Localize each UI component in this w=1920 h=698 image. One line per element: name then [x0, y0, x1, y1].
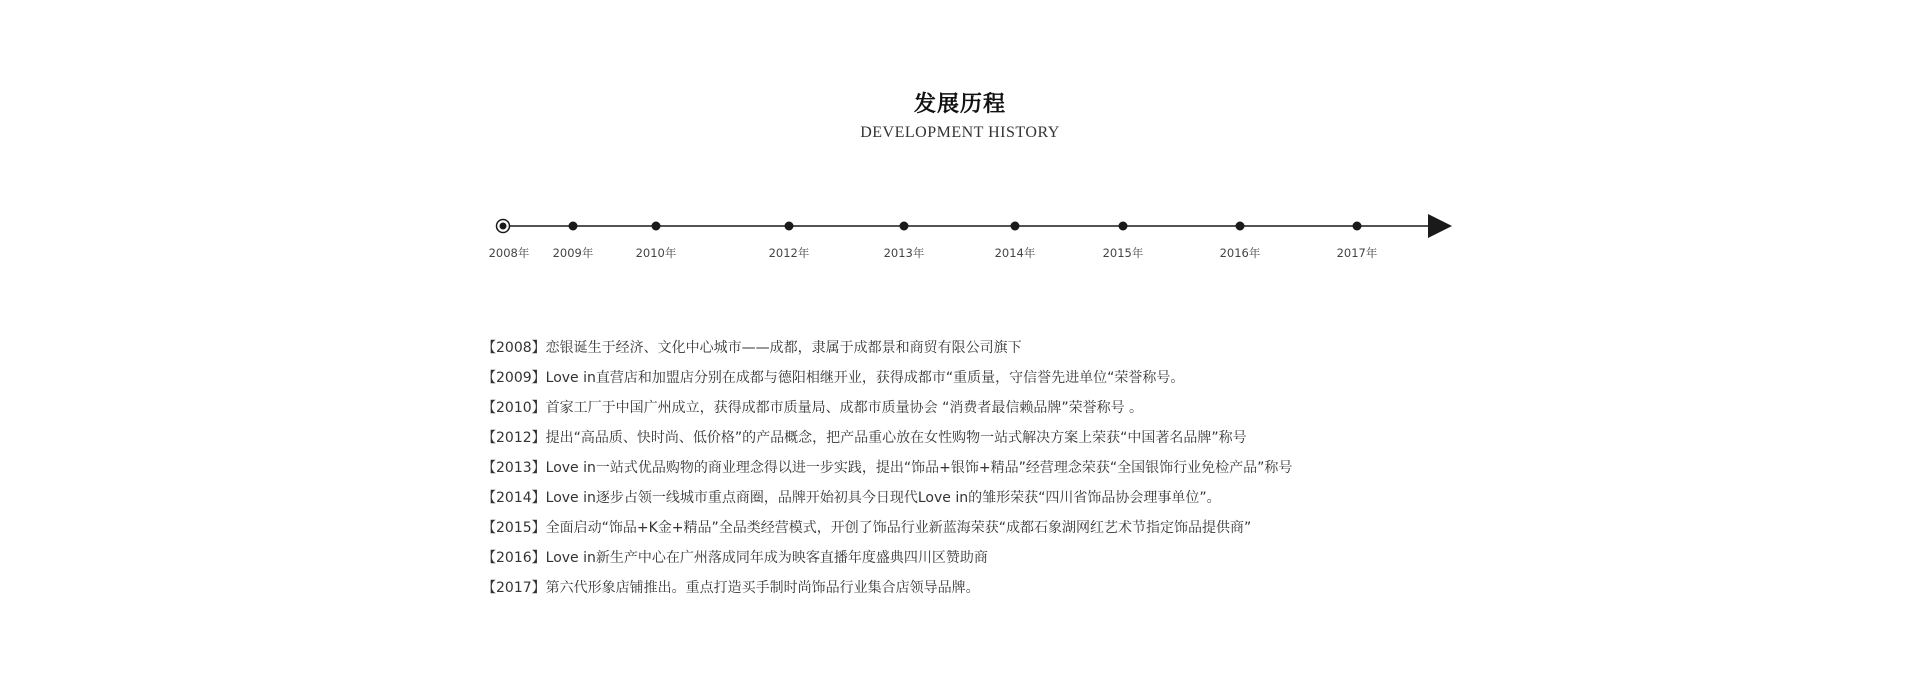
- timeline-point: [500, 223, 507, 230]
- milestone-year: 【2016】: [482, 550, 546, 566]
- milestone-row: [482, 363, 1582, 393]
- timeline: [0, 0, 1920, 300]
- milestone-year: 【2009】: [482, 370, 546, 386]
- milestone-year: 【2017】: [482, 580, 546, 596]
- page-subtitle: DEVELOPMENT HISTORY: [860, 124, 1060, 141]
- timeline-year-label: 2010年: [635, 246, 677, 260]
- milestone-year: 【2013】: [482, 460, 546, 476]
- milestone-row: [482, 573, 1582, 603]
- milestone-text: 提出“高品质、快时尚、低价格”的产品概念，把产品重心放在女性购物一站式解决方案上荣获“中国著名品牌”称号: [545, 430, 1247, 446]
- milestone-text: Love in新生产中心在广州落成同年成为映客直播年度盛典四川区赞助商: [545, 550, 988, 566]
- milestone-row: [482, 543, 1582, 573]
- timeline-point: [900, 222, 909, 231]
- timeline-year-label: 2012年: [768, 246, 810, 260]
- timeline-point: [1353, 222, 1362, 231]
- milestone-year: 【2012】: [482, 430, 546, 446]
- milestone-list: [482, 333, 1582, 603]
- milestone-text: 恋银诞生于经济、文化中心城市——成都，隶属于成都景和商贸有限公司旗下: [545, 340, 1022, 356]
- timeline-point: [785, 222, 794, 231]
- timeline-year-label: 2009年: [552, 246, 594, 260]
- timeline-year-label: 2017年: [1336, 246, 1378, 260]
- milestone-text: 首家工厂于中国广州成立，获得成都市质量局、成都市质量协会 “消费者最信赖品牌”荣誉称号 。: [545, 400, 1144, 416]
- milestone-row: [482, 393, 1582, 423]
- timeline-year-label: 2015年: [1102, 246, 1144, 260]
- milestone-row: [482, 333, 1582, 363]
- milestone-text: 全面启动“饰品+K金+精品”全品类经营模式，开创了饰品行业新蓝海荣获“成都石象湖网红艺术节指定饰品提供商”: [545, 520, 1252, 536]
- milestone-text: Love in逐步占领一线城市重点商圈，品牌开始初具今日现代Love in的雏形荣获“四川省饰品协会理事单位”。: [545, 490, 1221, 506]
- milestone-text: Love in直营店和加盟店分别在成都与德阳相继开业，获得成都市“重质量，守信誉先进单位“荣誉称号。: [545, 370, 1185, 386]
- milestone-row: [482, 483, 1582, 513]
- milestone-year: 【2014】: [482, 490, 546, 506]
- milestone-row: [482, 513, 1582, 543]
- timeline-point: [1011, 222, 1020, 231]
- milestone-year: 【2008】: [482, 340, 546, 356]
- timeline-year-label: 2016年: [1219, 246, 1261, 260]
- timeline-point: [652, 222, 661, 231]
- milestone-row: [482, 453, 1582, 483]
- timeline-year-label: 2008年: [488, 246, 530, 260]
- milestone-year: 【2010】: [482, 400, 546, 416]
- milestone-text: 第六代形象店铺推出。重点打造买手制时尚饰品行业集合店领导品牌。: [545, 580, 980, 596]
- timeline-arrow-icon: [1428, 214, 1452, 238]
- timeline-year-label: 2014年: [994, 246, 1036, 260]
- timeline-point: [569, 222, 578, 231]
- milestone-text: Love in一站式优品购物的商业理念得以进一步实践，提出“饰品+银饰+精品”经营理念荣获“全国银饰行业免检产品”称号: [545, 460, 1293, 476]
- timeline-point: [1236, 222, 1245, 231]
- timeline-year-label: 2013年: [883, 246, 925, 260]
- milestone-row: [482, 423, 1582, 453]
- page-title: 发展历程: [913, 92, 1006, 117]
- timeline-point: [1119, 222, 1128, 231]
- milestone-year: 【2015】: [482, 520, 546, 536]
